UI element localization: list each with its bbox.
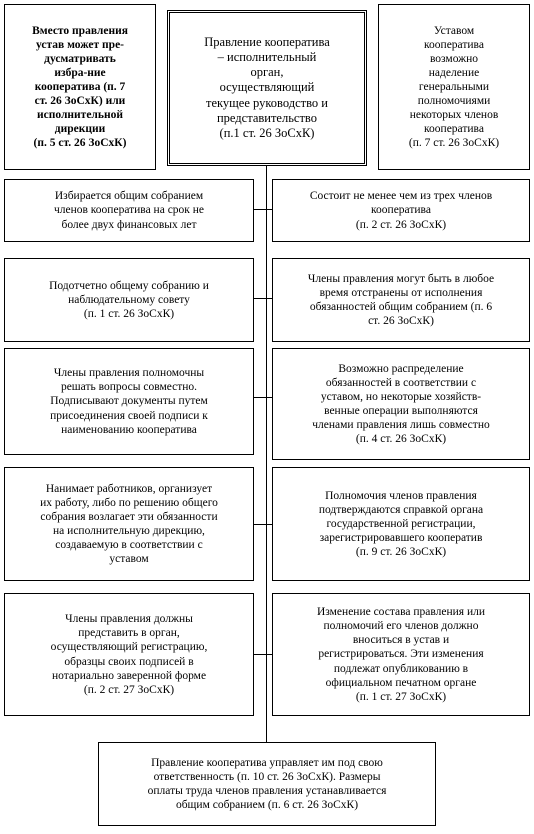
right-box-4: Полномочия членов правления подтверждаются справкой органа государственной регистрации, зарегистрировавшего кооператив (п. 9 ст. 26 ЗоСхК): [272, 467, 530, 581]
top-right-box: Уставом кооператива возможно наделение генеральными полномочиями некоторых членов кооператива (п. 7 ст. 26 ЗоСхК): [378, 4, 530, 170]
connector-row-1: [254, 209, 272, 210]
left-box-5: Члены правления должны представить в орган, осуществляющий регистрацию, образцы своих подписей в нотариально заверенной форме (п. 2 ст. 27 ЗоСхК): [4, 593, 254, 716]
right-box-3: Возможно распределение обязанностей в соответствии с уставом, но некоторые хозяйств- венные операции выполняются членами правления лишь совместно (п. 4 ст. 26 ЗоСхК): [272, 348, 530, 460]
connector-row-3: [254, 397, 272, 398]
right-box-1: Состоит не менее чем из трех членов кооператива (п. 2 ст. 26 ЗоСхК): [272, 179, 530, 242]
center-vertical-connector: [266, 166, 267, 742]
connector-row-5: [254, 654, 272, 655]
bottom-box: Правление кооператива управляет им под свою ответственность (п. 10 ст. 26 ЗоСхК). Размеры оплаты труда членов правления устанавливается общим собранием (п. 6 ст. 26 ЗоСхК): [98, 742, 436, 826]
connector-row-4: [254, 524, 272, 525]
left-box-1: Избирается общим собранием членов кооператива на срок не более двух финансовых лет: [4, 179, 254, 242]
connector-row-2: [254, 298, 272, 299]
left-box-4: Нанимает работников, организует их работу, либо по решению общего собрания возлагает эти обязанности на исполнительную дирекцию, создаваемую в соответствии с уставом: [4, 467, 254, 581]
top-center-box: Правление кооператива – исполнительный орган, осуществляющий текущее руководство и представительство (п.1 ст. 26 ЗоСхК): [167, 10, 367, 166]
right-box-2: Члены правления могут быть в любое время отстранены от исполнения обязанностей общим собранием (п. 6 ст. 26 ЗоСхК): [272, 258, 530, 342]
right-box-5: Изменение состава правления или полномочий его членов должно вноситься в устав и регистрироваться. Эти изменения подлежат опубликованию в официальном печатном органе (п. 1 ст. 27 ЗоСхК): [272, 593, 530, 716]
left-box-2: Подотчетно общему собранию и наблюдательному совету (п. 1 ст. 26 ЗоСхК): [4, 258, 254, 342]
top-left-box: Вместо правления устав может пре- дусматривать избра-ние кооператива (п. 7 ст. 26 ЗоСхК) или исполнительной дирекции (п. 5 ст. 26 ЗоСхК): [4, 4, 156, 170]
left-box-3: Члены правления полномочны решать вопросы совместно. Подписывают документы путем присоединения своей подписи к наименованию кооператива: [4, 348, 254, 455]
